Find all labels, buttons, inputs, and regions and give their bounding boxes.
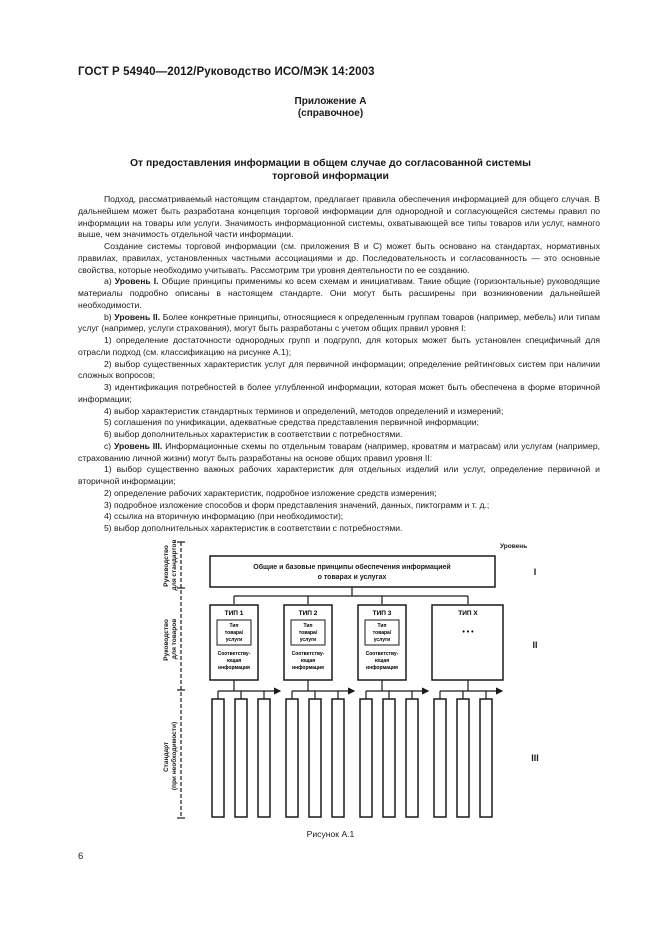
page-number: 6 xyxy=(78,851,84,862)
list-item: 2) выбор существенных характеристик услуг для первичной информации; определение рейтинговых систем при наличии сложных вопросов; xyxy=(78,358,600,381)
type-inner: Тип xyxy=(229,623,239,629)
roman-level-3: III xyxy=(531,753,539,763)
figure-a1 xyxy=(150,536,570,826)
side-label-line: для стандартов xyxy=(171,539,178,591)
level-marker: b) xyxy=(104,311,112,322)
paragraph: Подход, рассматриваемый настоящим стандартом, предлагает правила обеспечения информацией для общего случая. В дальнейшем может быть разработана концепция торговой информации для однородной и согласующейся системы правил по информации на товары или услуги. Значимость информационной системы, охватывающей все типы товаров или услуг, намного выше, чем значимость отдельной части информации. xyxy=(78,194,600,240)
roman-level-1: I xyxy=(533,567,537,577)
level-marker: c) xyxy=(104,440,112,451)
side-axis xyxy=(177,542,185,818)
level-label: Уровень I. xyxy=(114,276,159,287)
level-text: Общие принципы применимы ко всем схемам и инициативам. Такие общие (горизонтальные) руководящие материалы подробно описаны в настоящем стандарте. Они могут быть расширены при возникновении дальнейшей необходимости. xyxy=(78,276,600,310)
type-inner: товара/ xyxy=(372,630,392,636)
list-item: 1) определение достаточности однородных групп и подгрупп, для которых может быть установлен специфичный для отрасли подход (см. классификацию на рисунке А.1); xyxy=(78,335,600,357)
side-label-line: Руководство xyxy=(163,545,170,587)
annex-main-title xyxy=(100,157,561,183)
level-text: Информационные схемы по отдельным товарам (например, кроватям и матрасам) или услугам (например, страхованию личной жизни) могут быть разработаны на основе общих правил уровня II: xyxy=(78,440,601,463)
type-inner: товара/ xyxy=(224,630,244,636)
standard-column xyxy=(286,699,298,817)
side-label-guide-goods xyxy=(163,617,178,660)
paragraph: Создание системы торговой информации (см. приложения В и С) может быть основано на стандартах, нормативных правилах, правилах, установленных частными ассоциациями и др. Последовательность и согласованность — это основные свойства, которые необходимо учитывать. Рассмотрим три уровня деятельности по ее созданию. xyxy=(78,241,600,275)
type-sub: Соответству- xyxy=(291,651,325,657)
list-item: 2) определение рабочих характеристик, подробное изложение средств измерения; xyxy=(104,487,437,498)
figure-diagram xyxy=(150,536,570,826)
side-label-line: (при необходимости) xyxy=(171,721,178,791)
standard-column xyxy=(406,699,418,817)
standard-columns xyxy=(212,699,492,817)
side-label-line: Стандарт xyxy=(163,741,170,773)
standard-column xyxy=(332,699,344,817)
type-inner: Тип xyxy=(303,623,313,629)
top-box xyxy=(210,556,495,587)
standard-column xyxy=(434,699,446,817)
list-item: 4) выбор характеристик стандартных терминов и определений, методов определений и измерений; xyxy=(104,405,504,416)
standard-column xyxy=(235,699,247,817)
level-marker: a) xyxy=(104,276,112,287)
type-title: ТИП 1 xyxy=(224,610,244,617)
side-label-standard xyxy=(163,722,178,790)
type-title: ТИП 3 xyxy=(372,610,392,617)
top-box-line-1: Общие и базовые принципы обеспечения информацией xyxy=(253,564,451,571)
bottom-connectors xyxy=(218,680,502,699)
standard-column xyxy=(457,699,469,817)
standard-column xyxy=(360,699,372,817)
level-label: Уровень II. xyxy=(114,311,161,322)
annex-title: Приложение А xyxy=(294,96,367,107)
standard-column xyxy=(309,699,321,817)
type-box-1 xyxy=(210,605,258,680)
list-item: 4) ссылка на вторичную информацию (при необходимости); xyxy=(104,511,344,522)
body-text xyxy=(78,194,600,535)
annex-heading xyxy=(0,96,661,120)
type-sub: ющая xyxy=(300,658,316,664)
figure-caption: Рисунок А.1 xyxy=(306,829,355,839)
list-item: 3) подробное изложение способов и форм представления значений, данных, пиктограмм и т. д.; xyxy=(104,499,490,510)
type-sub: Соответству- xyxy=(217,651,251,657)
type-inner: товара/ xyxy=(298,630,318,636)
side-label-line: для товаров xyxy=(171,618,178,660)
top-connectors xyxy=(234,587,468,604)
type-inner: услуги xyxy=(225,637,243,643)
level-text: Более конкретные принципы, относящиеся к определенным группам товаров (например, мебель) или типам услуг (например, услуги страхования), могут быть разработаны с учетом общих правил уровня I: xyxy=(78,311,601,334)
type-sub: информация xyxy=(292,665,324,671)
level-label: Уровень III. xyxy=(114,440,163,451)
document-header: ГОСТ Р 54940—2012/Руководство ИСО/МЭК 14:2003 xyxy=(78,66,375,78)
main-title-line-2: торговой информации xyxy=(272,171,389,182)
type-inner: Тип xyxy=(377,623,387,629)
type-title: ТИП 2 xyxy=(298,610,318,617)
roman-level-2: II xyxy=(532,640,538,650)
level-paragraph xyxy=(78,276,600,311)
annex-subtitle: (справочное) xyxy=(297,108,364,119)
type-box-x xyxy=(432,605,503,680)
standard-column xyxy=(212,699,224,817)
type-sub: информация xyxy=(218,665,250,671)
type-sub: ющая xyxy=(226,658,242,664)
list-item: 6) выбор дополнительных характеристик в соответствии с потребностями. xyxy=(104,429,403,439)
type-box-2 xyxy=(284,605,332,680)
type-dots: • • • xyxy=(462,629,474,636)
type-sub: информация xyxy=(366,665,398,671)
side-label-line: Руководство xyxy=(163,619,170,661)
standard-column xyxy=(258,699,270,817)
level-heading: Уровень xyxy=(500,543,528,550)
type-inner: услуги xyxy=(373,637,391,643)
list-item: 5) соглашения по унификации, адекватные средства представления первичной информации; xyxy=(104,417,479,428)
top-box-line-2: о товарах и услугах xyxy=(317,574,387,581)
type-inner: услуги xyxy=(299,637,317,643)
side-label-guide-general xyxy=(163,540,178,591)
list-item: 1) выбор существенно важных рабочих характеристик для отдельных изделий или услуг, определение первичной и вторичной информации; xyxy=(78,464,600,486)
main-title-line-1: От предоставления информации в общем случае до согласованной системы xyxy=(129,158,532,169)
type-sub: Соответству- xyxy=(365,651,399,657)
type-title: ТИП X xyxy=(458,610,478,617)
level-paragraph xyxy=(78,441,600,465)
list-item: 3) идентификация потребностей в более углубленной информации, которая может быть обеспечена в форме вторичной информации; xyxy=(78,382,600,404)
type-sub: ющая xyxy=(374,658,390,664)
level-paragraph xyxy=(78,312,600,336)
list-item: 5) выбор дополнительных характеристик в соответствии с потребностями. xyxy=(104,523,403,533)
type-box-3 xyxy=(358,605,406,680)
standard-column xyxy=(383,699,395,817)
standard-column xyxy=(480,699,492,817)
